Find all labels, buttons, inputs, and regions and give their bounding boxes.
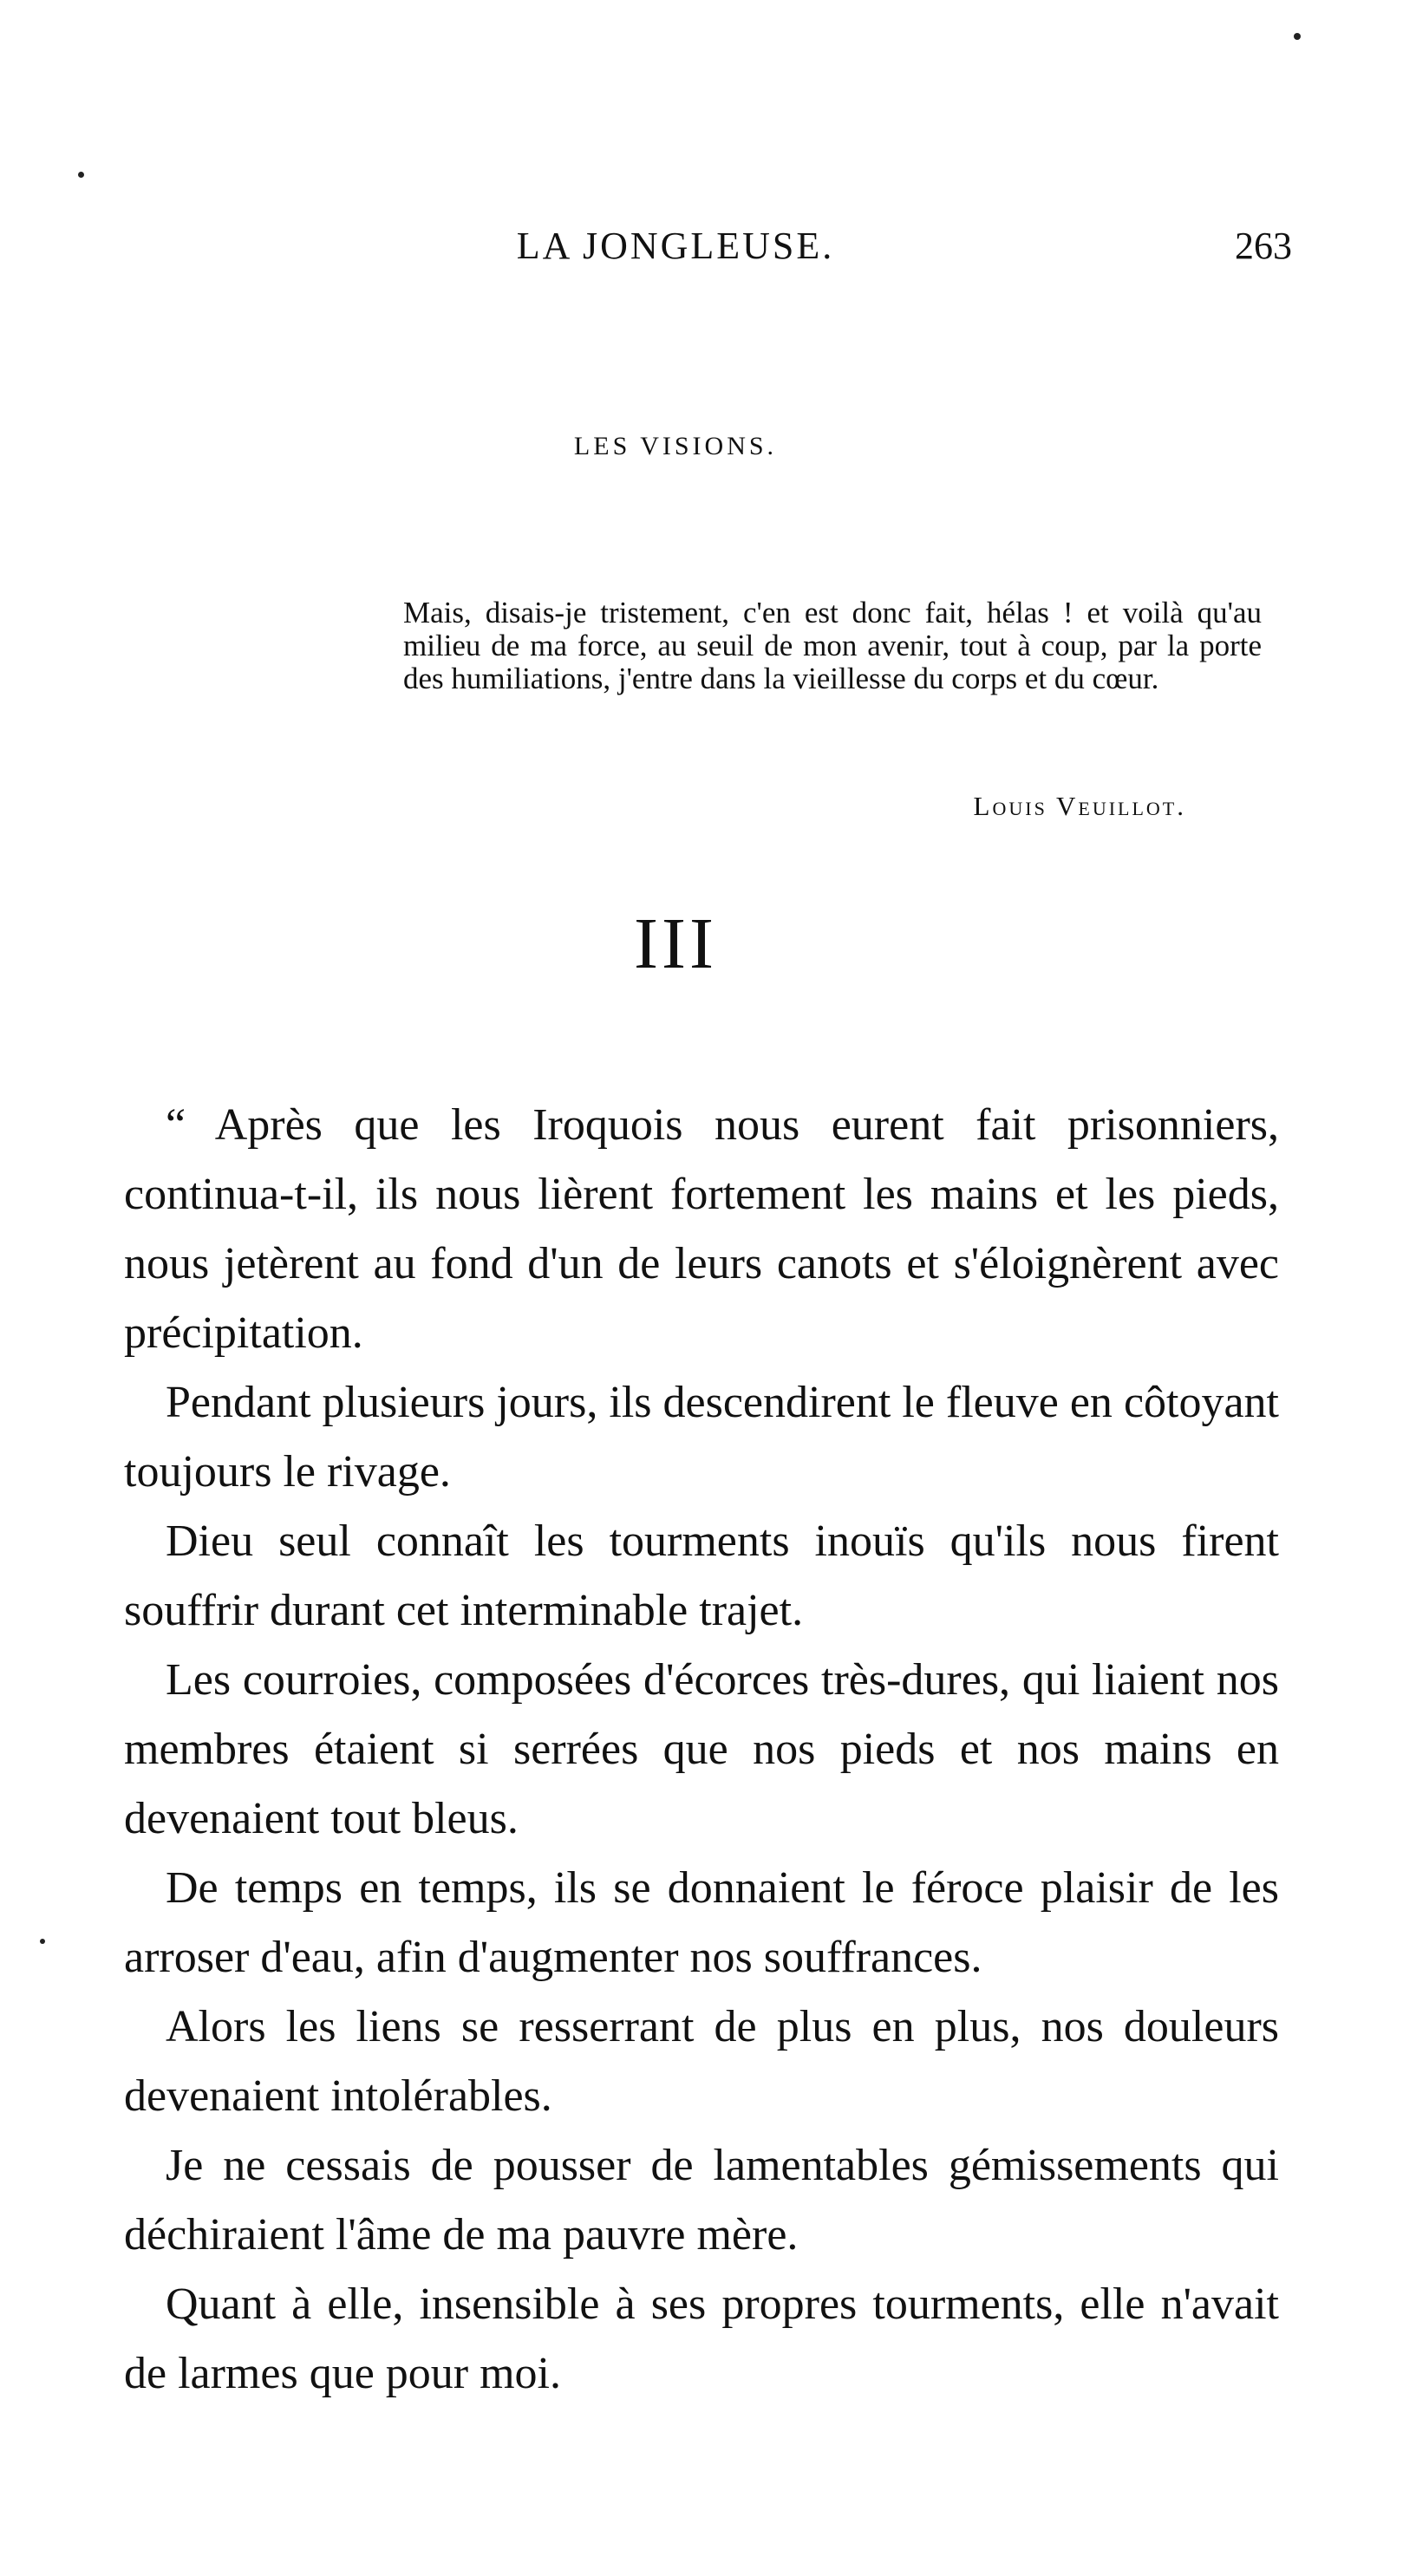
print-speck: [40, 1939, 45, 1944]
paragraph: Pendant plusieurs jours, ils descendirent le fleuve en côtoyant toujours le rivage.: [124, 1378, 1279, 1497]
chapter-number: III: [634, 903, 717, 984]
print-speck: [78, 172, 84, 178]
paragraph: Dieu seul connaît les tourments inouïs qu'ils nous firent souffrir durant cet interminable trajet.: [124, 1516, 1279, 1635]
epigraph-author: Louis Veuillot.: [973, 791, 1186, 821]
running-title: LA JONGLEUSE.: [516, 225, 835, 267]
print-speck: [1294, 33, 1301, 40]
paragraph: Les courroies, composées d'écorces très-dures, qui liaient nos membres étaient si serrées que nos pieds et nos mains en devenaient tout bleus.: [124, 1655, 1279, 1843]
paragraph: Quant à elle, insensible à ses propres tourments, elle n'avait de larmes que pour moi.: [124, 2279, 1279, 2398]
page-number: 263: [1235, 225, 1292, 267]
body-text: [124, 1091, 1279, 2409]
paragraph: De temps en temps, ils se donnaient le féroce plaisir de les arroser d'eau, afin d'augmenter nos souffrances.: [124, 1863, 1279, 1982]
epigraph-text: Mais, disais-je tristement, c'en est donc fait, hélas ! et voilà qu'au milieu de ma force, au seuil de mon avenir, tout à coup, par la porte des humiliations, j'entre dans la vieillesse du corps et du cœur.: [403, 596, 1262, 695]
section-title: LES VISIONS.: [573, 432, 778, 460]
paragraph: Alors les liens se resserrant de plus en plus, nos douleurs devenaient intolérables.: [124, 2002, 1279, 2121]
paragraph: Je ne cessais de pousser de lamentables gémissements qui déchiraient l'âme de ma pauvre mère.: [124, 2141, 1279, 2260]
paragraph: “ Après que les Iroquois nous eurent fait prisonniers, continua-t-il, ils nous lièrent fortement les mains et les pieds, nous jetèrent au fond d'un de leurs canots et s'éloignèrent avec précipitation.: [124, 1100, 1279, 1358]
